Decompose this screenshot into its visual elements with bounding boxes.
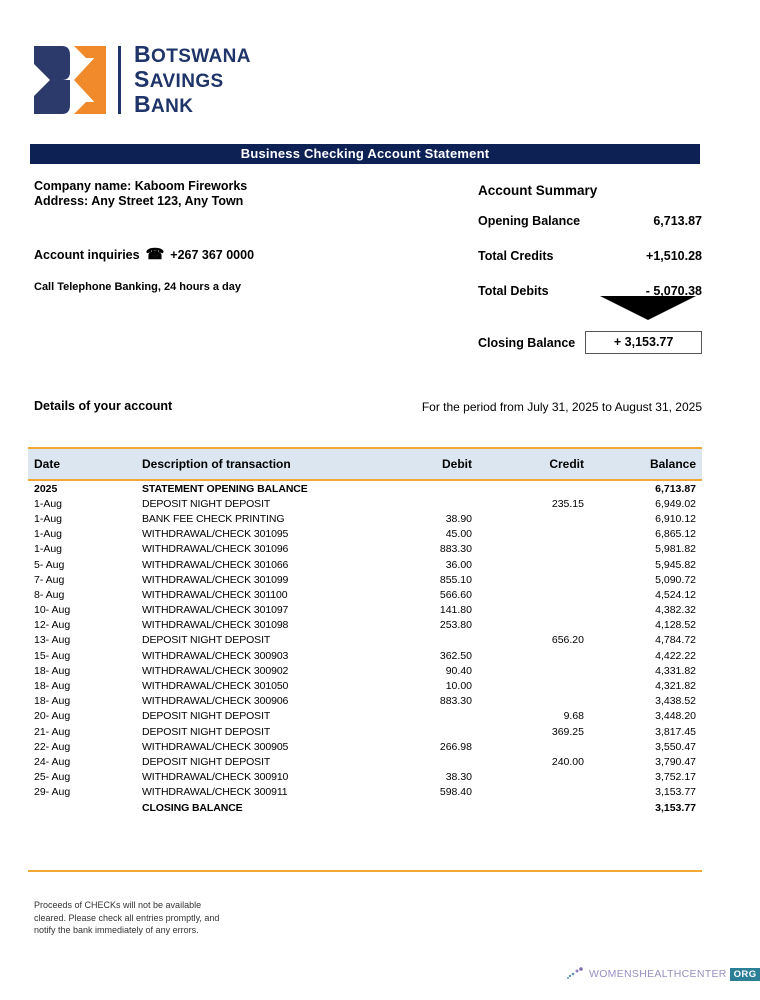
cell-date: 1-Aug: [34, 528, 63, 541]
cell-credit: 656.20: [551, 634, 584, 647]
cell-description: WITHDRAWAL/CHECK 300910: [142, 771, 289, 784]
cell-balance: 3,752.17: [655, 771, 696, 784]
cell-date: 24- Aug: [34, 755, 71, 768]
summary-label-opening-balance: Opening Balance: [478, 214, 581, 228]
table-bottom-rule: [28, 870, 702, 872]
table-row: [28, 785, 702, 800]
cell-balance: 3,790.47: [655, 755, 696, 768]
telephone-banking-hours: Call Telephone Banking, 24 hours a day: [34, 281, 242, 293]
table-row: [28, 800, 702, 818]
cell-credit: [488, 480, 600, 496]
table-row: [28, 480, 702, 496]
cell-date: 20- Aug: [34, 710, 71, 723]
cell-balance: 3,448.20: [655, 710, 696, 723]
column-header-balance[interactable]: Balance: [600, 448, 702, 480]
bank-logo: [32, 42, 251, 118]
cell-balance: 4,128.52: [655, 619, 696, 632]
cell-balance: 4,422.22: [655, 649, 696, 662]
summary-row-opening-balance: [478, 214, 702, 228]
cell-credit: 9.68: [563, 710, 584, 723]
cell-balance: 3,550.47: [655, 740, 696, 753]
cell-credit: [488, 527, 600, 542]
cell-description: DEPOSIT NIGHT DEPOSIT: [142, 710, 271, 723]
cell-date: 1-Aug: [34, 497, 63, 510]
summary-label-total-debits: Total Debits: [478, 284, 549, 298]
table-row: [28, 572, 702, 587]
cell-description: STATEMENT OPENING BALANCE: [142, 482, 308, 495]
cell-balance: 6,949.02: [655, 497, 696, 510]
cell-balance: 4,382.32: [655, 604, 696, 617]
cell-balance: 4,331.82: [655, 664, 696, 677]
cell-debit: 141.80: [439, 604, 472, 617]
cell-date: 8- Aug: [34, 588, 65, 601]
cell-debit: 36.00: [445, 558, 472, 571]
cell-balance: 6,910.12: [655, 512, 696, 525]
cell-date: 22- Aug: [34, 740, 71, 753]
cell-date: 18- Aug: [34, 695, 71, 708]
cell-debit: 883.30: [439, 543, 472, 556]
cell-balance: 3,438.52: [655, 695, 696, 708]
cell-debit: 10.00: [445, 680, 472, 693]
cell-debit: 38.30: [445, 771, 472, 784]
cell-description: WITHDRAWAL/CHECK 301098: [142, 619, 289, 632]
table-row: [28, 724, 702, 739]
company-name-line: Company name: Kaboom Fireworks: [34, 179, 248, 193]
cell-date: 29- Aug: [34, 786, 71, 799]
column-header-description[interactable]: Description of transaction: [122, 448, 376, 480]
table-row: [28, 770, 702, 785]
cell-debit: 855.10: [439, 573, 472, 586]
cell-date: 25- Aug: [34, 771, 71, 784]
cell-debit: [376, 800, 488, 818]
cell-description: WITHDRAWAL/CHECK 301100: [142, 588, 288, 601]
logo-wordmark-line-3: BANK: [134, 90, 194, 117]
summary-value-opening-balance: 6,713.87: [653, 214, 702, 228]
footer-disclaimer: [34, 899, 219, 937]
account-summary-title: Account Summary: [478, 183, 598, 198]
cell-balance: 3,153.77: [655, 801, 696, 814]
cell-credit: 235.15: [551, 497, 584, 510]
table-row: [28, 496, 702, 511]
cell-credit: [488, 557, 600, 572]
account-summary: [478, 183, 702, 350]
cell-description: WITHDRAWAL/CHECK 301066: [142, 558, 289, 571]
table-row: [28, 709, 702, 724]
cell-date: 1-Aug: [34, 543, 63, 556]
logo-wordmark-line-1: BOTSWANA: [134, 40, 251, 67]
account-inquiries-label: Account inquiries: [34, 247, 140, 262]
cell-description: WITHDRAWAL/CHECK 300902: [142, 664, 289, 677]
table-row: [28, 603, 702, 618]
cell-description: CLOSING BALANCE: [142, 801, 243, 814]
cell-description: WITHDRAWAL/CHECK 300911: [142, 786, 288, 799]
logo-divider: [118, 46, 121, 114]
cell-date: 18- Aug: [34, 664, 71, 677]
cell-debit: 45.00: [445, 528, 472, 541]
cell-balance: 4,524.12: [655, 588, 696, 601]
cell-description: DEPOSIT NIGHT DEPOSIT: [142, 497, 271, 510]
footer-disclaimer-line-1: Proceeds of CHECKs will not be available: [34, 900, 202, 910]
table-row: [28, 678, 702, 693]
cell-debit: 598.40: [439, 786, 472, 799]
column-header-date[interactable]: Date: [28, 448, 122, 480]
table-row: [28, 557, 702, 572]
cell-credit: [488, 511, 600, 526]
cell-debit: 38.90: [445, 512, 472, 525]
transactions-table-body: [28, 480, 702, 818]
cell-credit: 240.00: [551, 755, 584, 768]
cell-description: WITHDRAWAL/CHECK 301050: [142, 680, 289, 693]
summary-value-total-credits: +1,510.28: [646, 249, 702, 263]
cell-debit: 566.60: [439, 588, 472, 601]
statement-title-bar: Business Checking Account Statement: [30, 144, 700, 164]
account-inquiries: [34, 247, 254, 262]
cell-date: 7- Aug: [34, 573, 65, 586]
summary-row-closing-balance: [478, 331, 702, 354]
cell-credit: [488, 785, 600, 800]
cell-debit: [376, 633, 488, 648]
cell-balance: 6,865.12: [655, 528, 696, 541]
cell-debit: 362.50: [439, 649, 472, 662]
cell-description: DEPOSIT NIGHT DEPOSIT: [142, 755, 271, 768]
table-row: [28, 739, 702, 754]
cell-credit: [488, 648, 600, 663]
details-of-account-label: Details of your account: [34, 399, 173, 413]
logo-wordmark-line-2: SAVINGS: [134, 65, 224, 92]
transactions-table: [28, 447, 702, 818]
cell-description: WITHDRAWAL/CHECK 300906: [142, 695, 289, 708]
cell-credit: [488, 678, 600, 693]
account-inquiries-phone[interactable]: +267 367 0000: [170, 247, 255, 262]
summary-value-closing-balance: + 3,153.77: [585, 331, 702, 354]
cell-credit: [488, 800, 600, 818]
dots-sparkle-icon: [566, 966, 586, 982]
company-address-line: Address: Any Street 123, Any Town: [34, 194, 244, 208]
table-row: [28, 527, 702, 542]
cell-description: DEPOSIT NIGHT DEPOSIT: [142, 634, 271, 647]
table-row: [28, 511, 702, 526]
cell-date: [28, 800, 122, 818]
cell-debit: [376, 496, 488, 511]
cell-balance: 5,945.82: [655, 558, 696, 571]
table-row: [28, 663, 702, 678]
cell-description: BANK FEE CHECK PRINTING: [142, 512, 285, 525]
cell-credit: [488, 587, 600, 602]
customer-info: [34, 179, 247, 209]
cell-balance: 5,090.72: [655, 573, 696, 586]
cell-balance: 3,153.77: [655, 786, 696, 799]
cell-credit: [488, 542, 600, 557]
cell-credit: 369.25: [551, 725, 584, 738]
cell-balance: 5,981.82: [655, 543, 696, 556]
column-header-debit[interactable]: Debit: [376, 448, 488, 480]
table-row: [28, 542, 702, 557]
cell-description: WITHDRAWAL/CHECK 301099: [142, 573, 289, 586]
column-header-credit[interactable]: Credit: [488, 448, 600, 480]
cell-credit: [488, 694, 600, 709]
statement-period-label: For the period from July 31, 2025 to August 31, 2025: [421, 400, 702, 414]
cell-description: WITHDRAWAL/CHECK 300905: [142, 740, 289, 753]
cell-credit: [488, 663, 600, 678]
cell-balance: 4,784.72: [655, 634, 696, 647]
cell-date: 2025: [34, 482, 58, 495]
botswana-savings-bank-logo-icon: [32, 44, 110, 116]
cell-debit: [376, 724, 488, 739]
down-arrow-icon: [600, 296, 696, 320]
table-row: [28, 618, 702, 633]
cell-description: DEPOSIT NIGHT DEPOSIT: [142, 725, 271, 738]
footer-disclaimer-line-3: notify the bank immediately of any errors.: [34, 925, 199, 935]
cell-debit: [376, 754, 488, 769]
cell-description: WITHDRAWAL/CHECK 301095: [142, 528, 289, 541]
cell-debit: 90.40: [445, 664, 472, 677]
logo-wordmark: [134, 40, 251, 118]
watermark-text: WOMENSHEALTHCENTER: [589, 968, 727, 980]
cell-date: 18- Aug: [34, 680, 71, 693]
cell-balance: 6,713.87: [655, 482, 696, 495]
cell-credit: [488, 739, 600, 754]
table-row: [28, 754, 702, 769]
telephone-icon: ☎: [145, 246, 165, 263]
cell-date: 10- Aug: [34, 604, 71, 617]
summary-row-total-credits: [478, 249, 702, 263]
table-row: [28, 694, 702, 709]
cell-credit: [488, 770, 600, 785]
cell-description: WITHDRAWAL/CHECK 300903: [142, 649, 289, 662]
footer-disclaimer-line-2: cleared. Please check all entries promptly, and: [34, 912, 220, 923]
cell-date: 13- Aug: [34, 634, 71, 647]
cell-date: 5- Aug: [34, 558, 65, 571]
cell-date: 12- Aug: [34, 619, 71, 632]
cell-credit: [488, 603, 600, 618]
transactions-table-head: [28, 448, 702, 480]
summary-value-total-debits: - 5,070.38: [645, 284, 702, 298]
cell-credit: [488, 572, 600, 587]
cell-date: 21- Aug: [34, 725, 71, 738]
cell-debit: 883.30: [439, 695, 472, 708]
table-header-row: [28, 448, 702, 480]
cell-date: 15- Aug: [34, 649, 71, 662]
cell-balance: 4,321.82: [655, 680, 696, 693]
cell-description: WITHDRAWAL/CHECK 301097: [142, 604, 289, 617]
cell-debit: 253.80: [439, 619, 472, 632]
cell-description: WITHDRAWAL/CHECK 301096: [142, 543, 289, 556]
cell-debit: [376, 480, 488, 496]
watermark-org-badge: ORG: [730, 968, 760, 981]
summary-label-total-credits: Total Credits: [478, 249, 554, 263]
cell-date: 1-Aug: [34, 512, 63, 525]
cell-balance: 3,817.45: [655, 725, 696, 738]
cell-debit: 266.98: [439, 740, 472, 753]
table-row: [28, 648, 702, 663]
table-row: [28, 633, 702, 648]
watermark: [566, 966, 760, 982]
table-row: [28, 587, 702, 602]
cell-debit: [376, 709, 488, 724]
summary-label-closing-balance: Closing Balance: [478, 335, 576, 350]
cell-credit: [488, 618, 600, 633]
